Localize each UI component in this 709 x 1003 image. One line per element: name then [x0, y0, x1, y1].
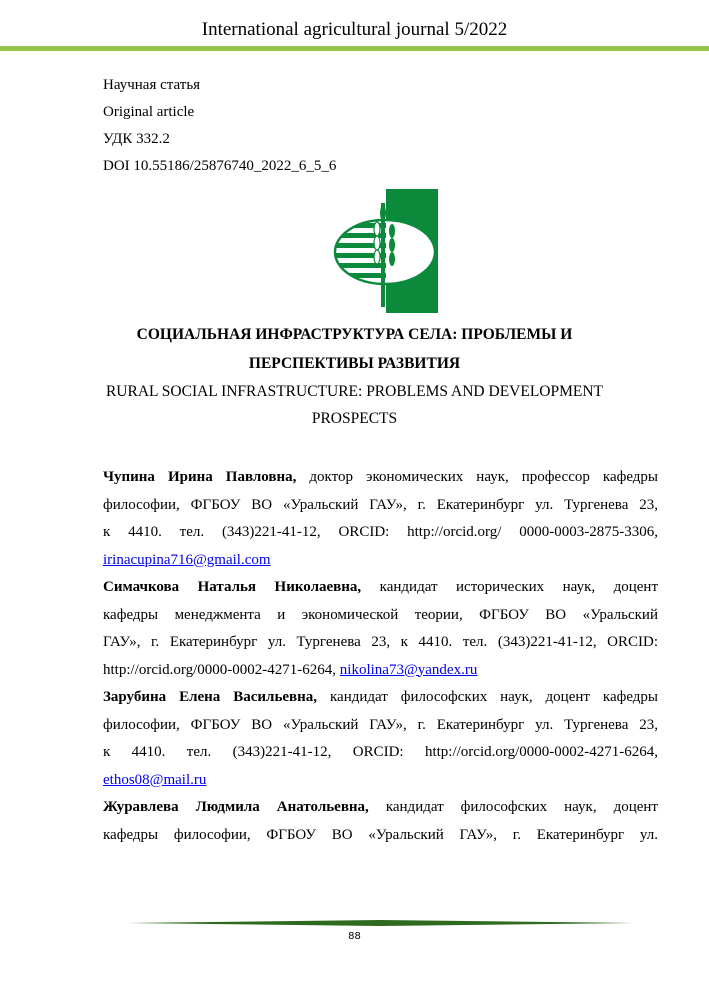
page-number: 88 [348, 931, 361, 942]
author-1-line-3: к 4410. тел. (343)221-41-12, ORCID: http://orcid.org/ 0000-0003-2875-3306, [103, 524, 658, 540]
author-1-line-2: философии, ФГБОУ ВО «Уральский ГАУ», г. Екатеринбург ул. Тургенева 23, [103, 496, 658, 513]
author-3-name: Зарубина Елена Васильевна, [103, 689, 318, 705]
author-3-email-link[interactable]: ethos08@mail.ru [103, 771, 207, 788]
article-type-ru: Научная статья [103, 77, 201, 93]
author-2-line-2: кафедры менеджмента и экономической теории, ФГБОУ ВО «Уральский [103, 606, 658, 623]
author-3-line-2: философии, ФГБОУ ВО «Уральский ГАУ», г. Екатеринбург ул. Тургенева 23, [103, 716, 658, 733]
author-3-line-1: Зарубина Елена Васильевна, кандидат философских наук, доцент кафедры [103, 689, 658, 705]
author-1-name: Чупина Ирина Павловна, [103, 469, 297, 485]
author-1-line-1: Чупина Ирина Павловна, доктор экономических наук, профессор кафедры [103, 469, 659, 485]
journal-logo-icon [333, 189, 438, 313]
title-ru-line-1: СОЦИАЛЬНАЯ ИНФРАСТРУКТУРА СЕЛА: ПРОБЛЕМЫ И [136, 326, 573, 343]
author-3-email-line [103, 767, 658, 795]
udk-code: УДК 332.2 [103, 131, 170, 147]
author-2-name: Симачкова Наталья Николаевна, [103, 579, 362, 595]
title-en-line-1: RURAL SOCIAL INFRASTRUCTURE: PROBLEMS AND DEVELOPMENT [105, 383, 604, 400]
author-2-line-3: ГАУ», г. Екатеринбург ул. Тургенева 23, к 4410. тел. (343)221-41-12, ORCID: [103, 634, 658, 650]
article-type-en: Original article [103, 104, 195, 120]
author-2-line-4: http://orcid.org/0000-0002-4271-6264, nikolina73@yandex.ru [103, 661, 478, 678]
author-4-line-1: Журавлева Людмила Анатольевна, кандидат философских наук, доцент [103, 799, 658, 815]
author-3-line-3: к 4410. тел. (343)221-41-12, ORCID: http://orcid.org/0000-0002-4271-6264, [103, 744, 658, 760]
footer-rule [123, 920, 635, 926]
title-ru-line-2: ПЕРСПЕКТИВЫ РАЗВИТИЯ [248, 355, 461, 372]
article-title [100, 320, 609, 432]
title-en-line-2: PROSPECTS [311, 410, 398, 427]
authors-block [103, 464, 658, 849]
author-2-email-link[interactable]: nikolina73@yandex.ru [339, 661, 478, 678]
header-rule [0, 46, 709, 51]
author-4-name: Журавлева Людмила Анатольевна, [103, 799, 369, 815]
author-1-email-link[interactable]: irinacupina716@gmail.com [103, 551, 271, 568]
doi: DOI 10.55186/25876740_2022_6_5_6 [103, 158, 337, 174]
author-1-email-line [103, 547, 658, 575]
article-meta [103, 72, 336, 180]
author-2-line-1: Симачкова Наталья Николаевна, кандидат исторических наук, доцент [103, 579, 659, 595]
journal-header: International agricultural journal 5/2022 [201, 19, 508, 40]
author-4-line-2: кафедры философии, ФГБОУ ВО «Уральский ГАУ», г. Екатеринбург ул. [103, 826, 658, 843]
